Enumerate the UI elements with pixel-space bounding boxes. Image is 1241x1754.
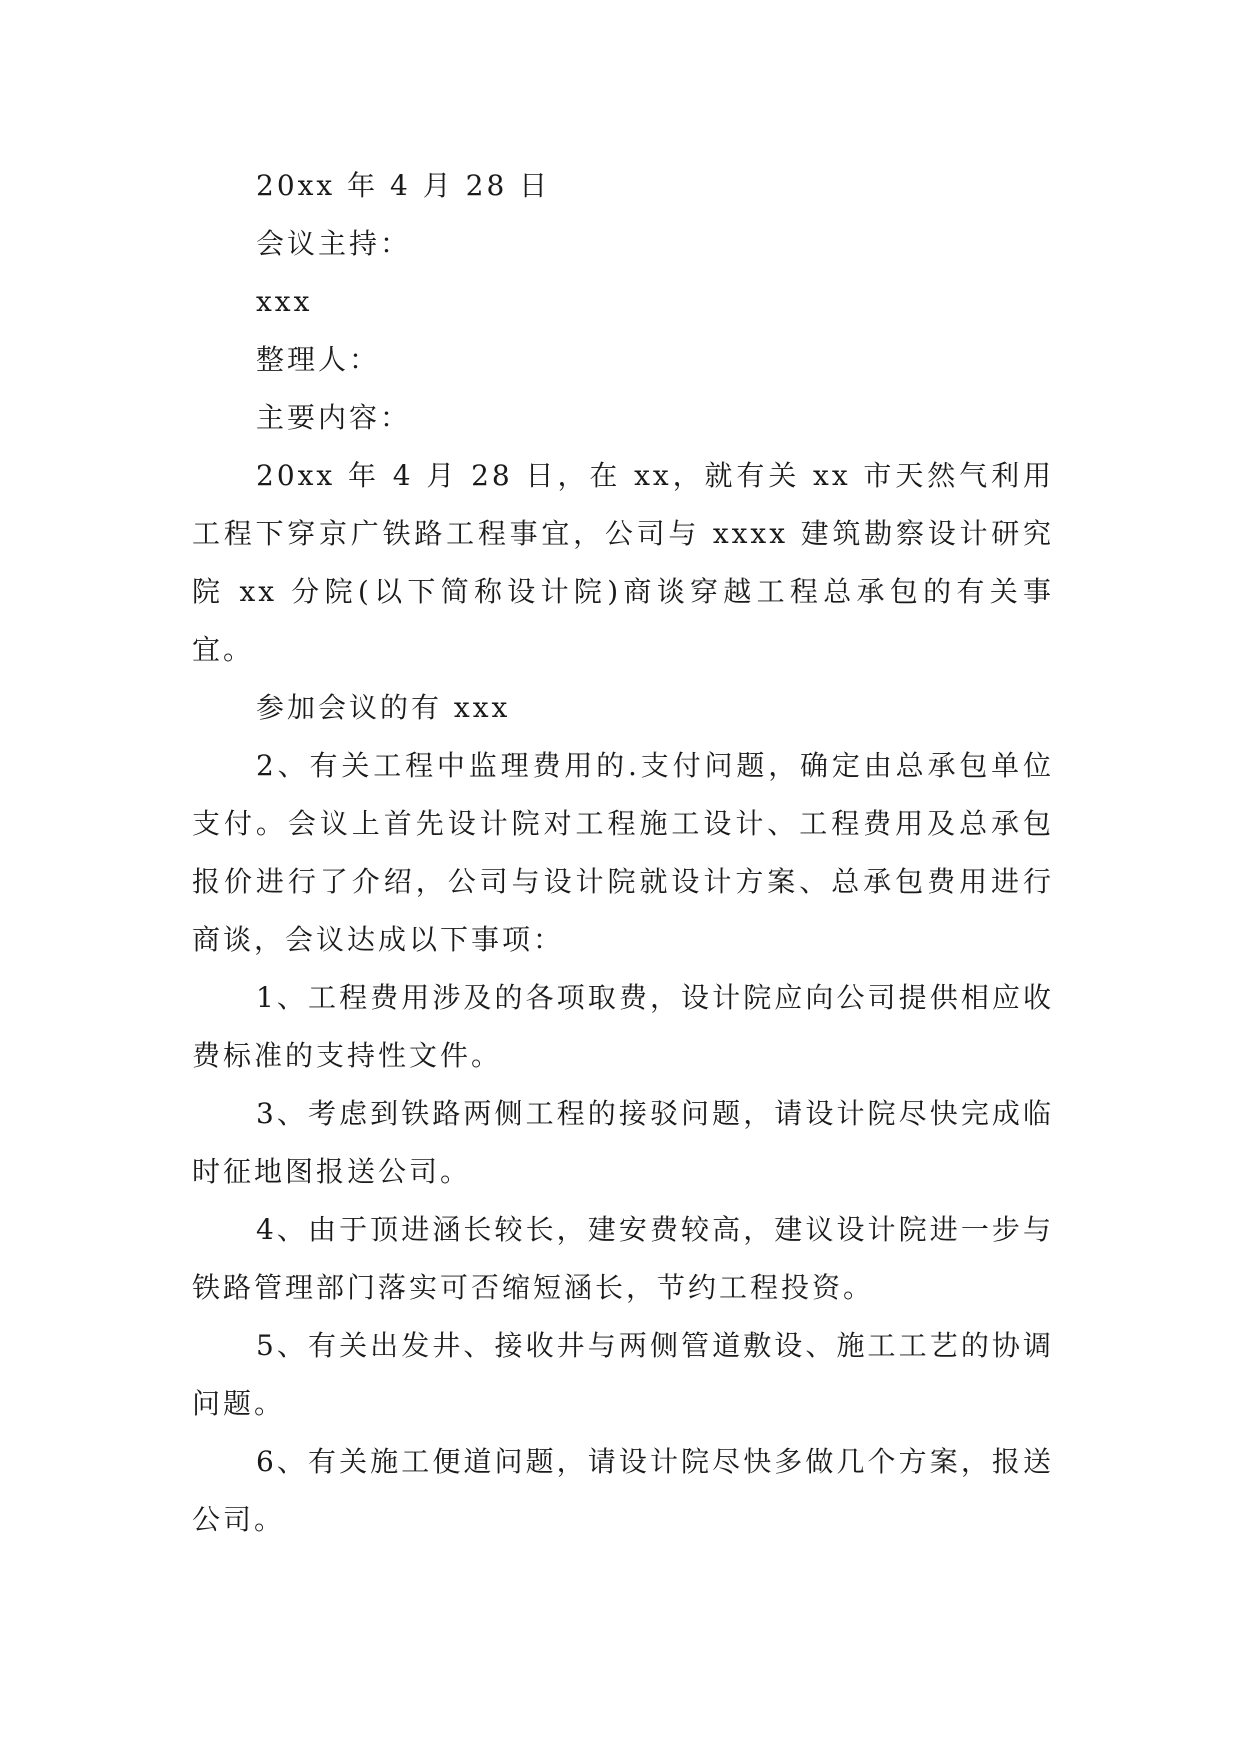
attendees-paragraph: 参加会议的有 xxx	[256, 691, 511, 724]
item-paragraph: 5、有关出发井、接收井与两侧管道敷设、施工工艺的协调问题。	[192, 1329, 1054, 1420]
intro-paragraph: 20xx 年 4 月 28 日，在 xx，就有关 xx 市天然气利用工程下穿京广铁路工程事宜，公司与 xxxx 建筑勘察设计研究院 xx 分院(以下简称设计院)商谈穿越工程总承包的有关事宜。	[192, 459, 1054, 666]
main-content-label: 主要内容：	[256, 401, 412, 434]
recorder-label: 整理人：	[256, 343, 381, 376]
document-page	[192, 157, 1054, 1549]
host-label: 会议主持：	[256, 227, 412, 260]
item-paragraph: 1、工程费用涉及的各项取费，设计院应向公司提供相应收费标准的支持性文件。	[192, 981, 1054, 1072]
item-paragraph: 4、由于顶进涵长较长，建安费较高，建议设计院进一步与铁路管理部门落实可否缩短涵长，节约工程投资。	[192, 1213, 1054, 1304]
meeting-date: 20xx 年 4 月 28 日	[256, 169, 551, 202]
item-paragraph: 3、考虑到铁路两侧工程的接驳问题，请设计院尽快完成临时征地图报送公司。	[192, 1097, 1054, 1188]
item-paragraph: 2、有关工程中监理费用的.支付问题，确定由总承包单位支付。会议上首先设计院对工程施工设计、工程费用及总承包报价进行了介绍，公司与设计院就设计方案、总承包费用进行商谈，会议达成以下事项：	[192, 749, 1054, 956]
host-name: xxx	[256, 285, 313, 318]
item-paragraph: 6、有关施工便道问题，请设计院尽快多做几个方案，报送公司。	[192, 1445, 1054, 1536]
